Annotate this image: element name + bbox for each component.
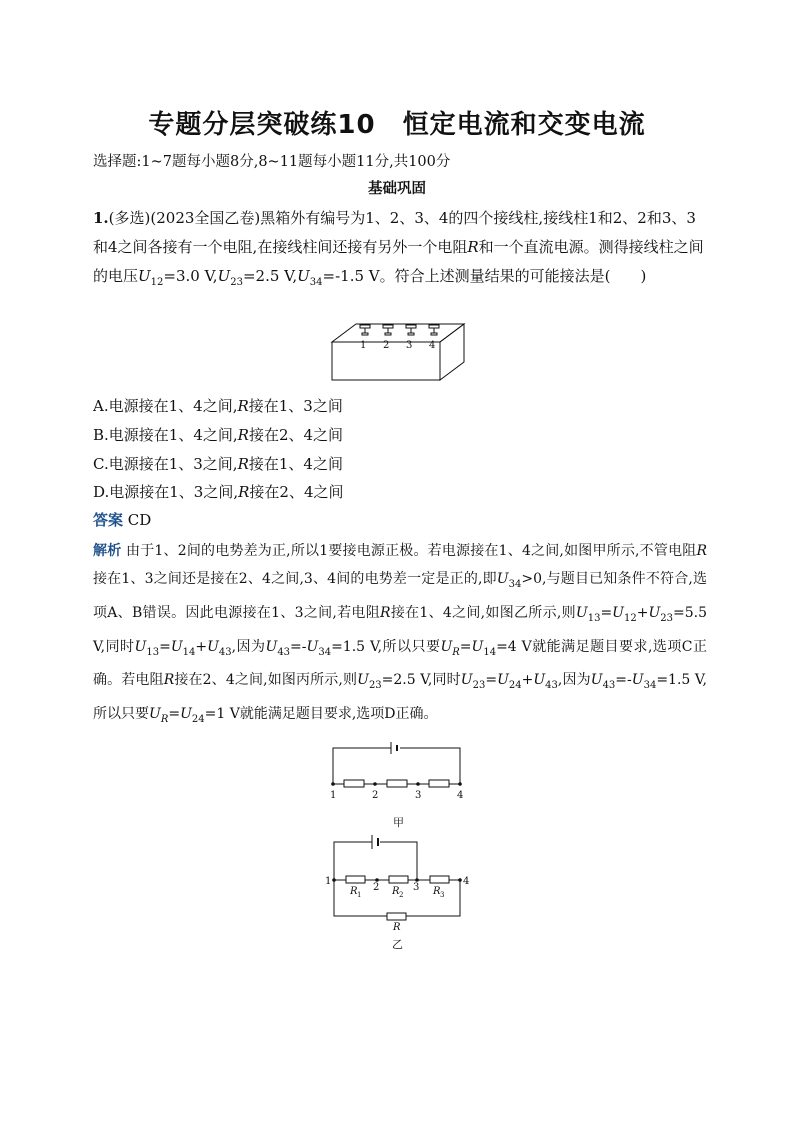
scoring-note: 选择题:1~7题每小题8分,8~11题每小题11分,共100分 — [93, 154, 451, 170]
resistor-label: R — [350, 886, 358, 897]
black-box-figure — [328, 320, 468, 384]
node-label: 4 — [457, 790, 464, 801]
resistor-label: R — [392, 886, 400, 897]
resistor-label: R — [433, 886, 441, 897]
node-label: 2 — [373, 882, 380, 893]
analysis-label: 解析 — [93, 543, 122, 559]
option-b: B.电源接在1、4之间,R接在2、4之间 — [93, 426, 344, 444]
node-label: 3 — [413, 882, 420, 893]
svg-text:1: 1 — [357, 891, 362, 899]
answer-value: CD — [127, 511, 152, 529]
page-title: 专题分层突破练10 恒定电流和交变电流 — [148, 110, 646, 140]
resistor-label: R — [393, 922, 401, 933]
circuit-figure-jia — [325, 738, 470, 830]
node-label: 2 — [372, 790, 379, 801]
option-a: A.电源接在1、4之间,R接在1、3之间 — [93, 397, 343, 415]
svg-text:3: 3 — [440, 891, 445, 899]
circuit-figure-yi — [322, 830, 472, 954]
answer-line — [93, 509, 151, 530]
terminal-label: 2 — [383, 340, 390, 351]
answer-label: 答案 — [93, 511, 124, 529]
question-1-text: 1.(多选)(2023全国乙卷)黑箱外有编号为1、2、3、4的四个接线柱,接线柱1和2、2和3、3和4之间各接有一个电阻,在接线柱间还接有另外一个电阻R和一个直流电源。测得接线柱之间的电压$U_{12}=3.0$ $V,U_{23}=2.5$ $V,U_{34}=-1.5$ V。符合上述测量结果的可能接法是( ) — [93, 209, 704, 288]
option-d: D.电源接在1、3之间,R接在2、4之间 — [93, 483, 344, 501]
question-number: 1. — [93, 209, 109, 227]
terminal-label: 4 — [429, 340, 436, 351]
analysis-text: 解析 由于1、2间的电势差为正,所以1要接电源正极。若电源接在1、4之间,如图甲所示,不管电阻R接在1、3之间还是接在2、4之间,3、4间的电势差一定是正的,即$U_{34}>0$,与题目已知条件不符合,选项A、B错误。因此电源接在1、3之间,若电阻R接在1、4之间,如图乙所示,则$U_{13}=U_{12}+U_{23}=5.5$ V,同时$U_{13}=U_{14}+U_{43}$,因为$U_{43}=-U_{34}=1.5$ V,所以只要$U_R=U_{14}=4$ V就能满足题目要求,选项C正确。若电阻R接在2、4之间,如图丙所示,则$U_{23}=2.5$ V,同时$U_{23}=U_{24}+U_{43}$,因为$U_{43}=-U_{34}=1.5$ V,所以只要$U_R=U_{24}=1$ V就能满足题目要求,选项D正确。 — [93, 543, 708, 725]
option-c: C.电源接在1、3之间,R接在1、4之间 — [93, 455, 343, 473]
terminal-label: 1 — [360, 340, 367, 351]
section-heading: 基础巩固 — [368, 181, 426, 197]
figure-caption-jia: 甲 — [393, 816, 404, 829]
node-label: 1 — [325, 876, 332, 887]
node-label: 3 — [415, 790, 422, 801]
node-label: 4 — [463, 876, 470, 887]
node-label: 1 — [330, 790, 337, 801]
terminal-label: 3 — [406, 340, 413, 351]
figure-caption-yi: 乙 — [392, 938, 403, 951]
svg-text:2: 2 — [399, 891, 404, 899]
